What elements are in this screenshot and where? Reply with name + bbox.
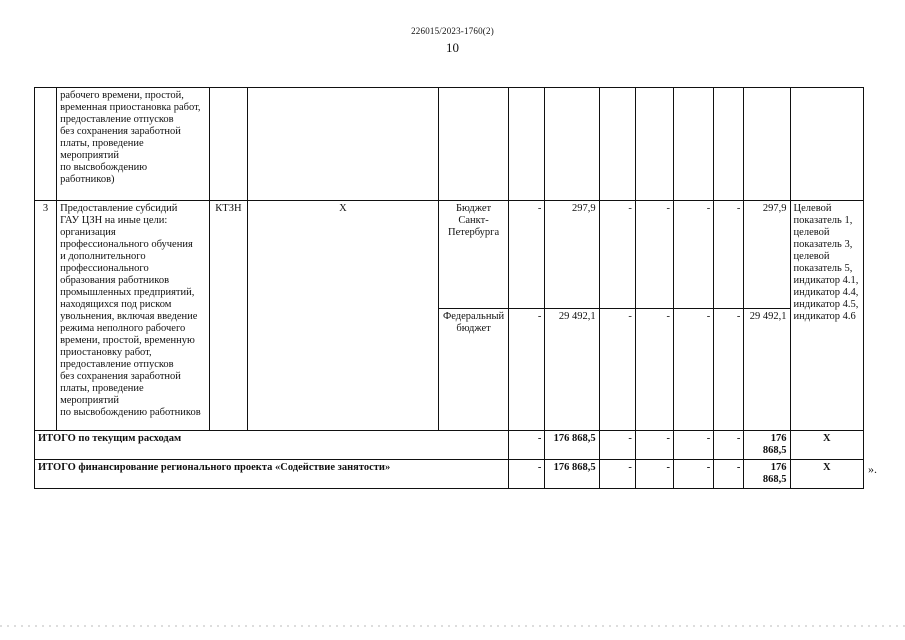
source-v4: - — [635, 201, 673, 309]
document-id: 226015/2023-1760(2) — [411, 26, 494, 36]
row-indicators: Целевой показатель 1, целевой показатель 3, целевой показатель 5, индикатор 4.1, индикатор 4.4, индикатор 4.5, индикатор 4.6 — [790, 201, 863, 431]
total-v2: 176 868,5 — [545, 460, 599, 489]
source-name: Бюджет Санкт- Петербурга — [438, 201, 508, 309]
scan-artifact — [0, 625, 905, 627]
source-v2: 297,9 — [545, 201, 599, 309]
source-v1: - — [509, 201, 545, 309]
source-total: 297,9 — [744, 201, 790, 309]
total-v3: - — [599, 460, 635, 489]
closing-quote: ». — [868, 462, 877, 476]
cell-mark — [248, 88, 439, 201]
total-v1: - — [509, 460, 545, 489]
cell-v1 — [509, 88, 545, 201]
source-v2: 29 492,1 — [545, 309, 599, 431]
source-v1: - — [509, 309, 545, 431]
source-v3: - — [599, 201, 635, 309]
table-row-3-source-1 — [35, 201, 864, 309]
financing-table — [34, 87, 864, 489]
cell-total — [744, 88, 790, 201]
row-mark: Х — [248, 201, 439, 431]
source-name: Федеральный бюджет — [438, 309, 508, 431]
cell-v3 — [599, 88, 635, 201]
cell-indicators — [790, 88, 863, 201]
source-total: 29 492,1 — [744, 309, 790, 431]
total-mark: Х — [790, 431, 863, 460]
total-label: ИТОГО по текущим расходам — [35, 431, 509, 460]
source-v3: - — [599, 309, 635, 431]
total-sum: 176 868,5 — [744, 460, 790, 489]
table-row-total-current — [35, 431, 864, 460]
source-v6: - — [714, 201, 744, 309]
total-sum: 176 868,5 — [744, 431, 790, 460]
row-description: Предоставление субсидий ГАУ ЦЗН на иные цели: организация профессионального обучения и дополнительного профессионального образования работников промышленных предприятий, находящихся под риском увольнения, включая введение режима неполного рабочего времени, простой, временную приостановку работ, предоставление отпусков без сохранения заработной платы, проведение мероприятий по высвобождению работников — [57, 201, 210, 431]
total-v6: - — [714, 460, 744, 489]
total-v5: - — [674, 431, 714, 460]
cell-v4 — [635, 88, 673, 201]
table-row-continuation — [35, 88, 864, 201]
cell-v6 — [714, 88, 744, 201]
total-v3: - — [599, 431, 635, 460]
total-v6: - — [714, 431, 744, 460]
cell-number — [35, 88, 57, 201]
source-v5: - — [674, 201, 714, 309]
cell-executor — [209, 88, 247, 201]
source-v4: - — [635, 309, 673, 431]
total-label: ИТОГО финансирование регионального проекта «Содействие занятости» — [35, 460, 509, 489]
cell-v5 — [674, 88, 714, 201]
row-executor: КТЗН — [209, 201, 247, 431]
cell-source — [438, 88, 508, 201]
table-row-total-project — [35, 460, 864, 489]
total-v4: - — [635, 460, 673, 489]
total-v5: - — [674, 460, 714, 489]
total-v2: 176 868,5 — [545, 431, 599, 460]
page-number: 10 — [446, 40, 459, 55]
total-mark: Х — [790, 460, 863, 489]
total-v1: - — [509, 431, 545, 460]
source-v5: - — [674, 309, 714, 431]
cell-v2 — [545, 88, 599, 201]
row-number: 3 — [35, 201, 57, 431]
cell-description: рабочего времени, простой, временная приостановка работ, предоставление отпусков без сохранения заработной платы, проведение мероприятий по высвобождению работников) — [57, 88, 210, 201]
total-v4: - — [635, 431, 673, 460]
source-v6: - — [714, 309, 744, 431]
